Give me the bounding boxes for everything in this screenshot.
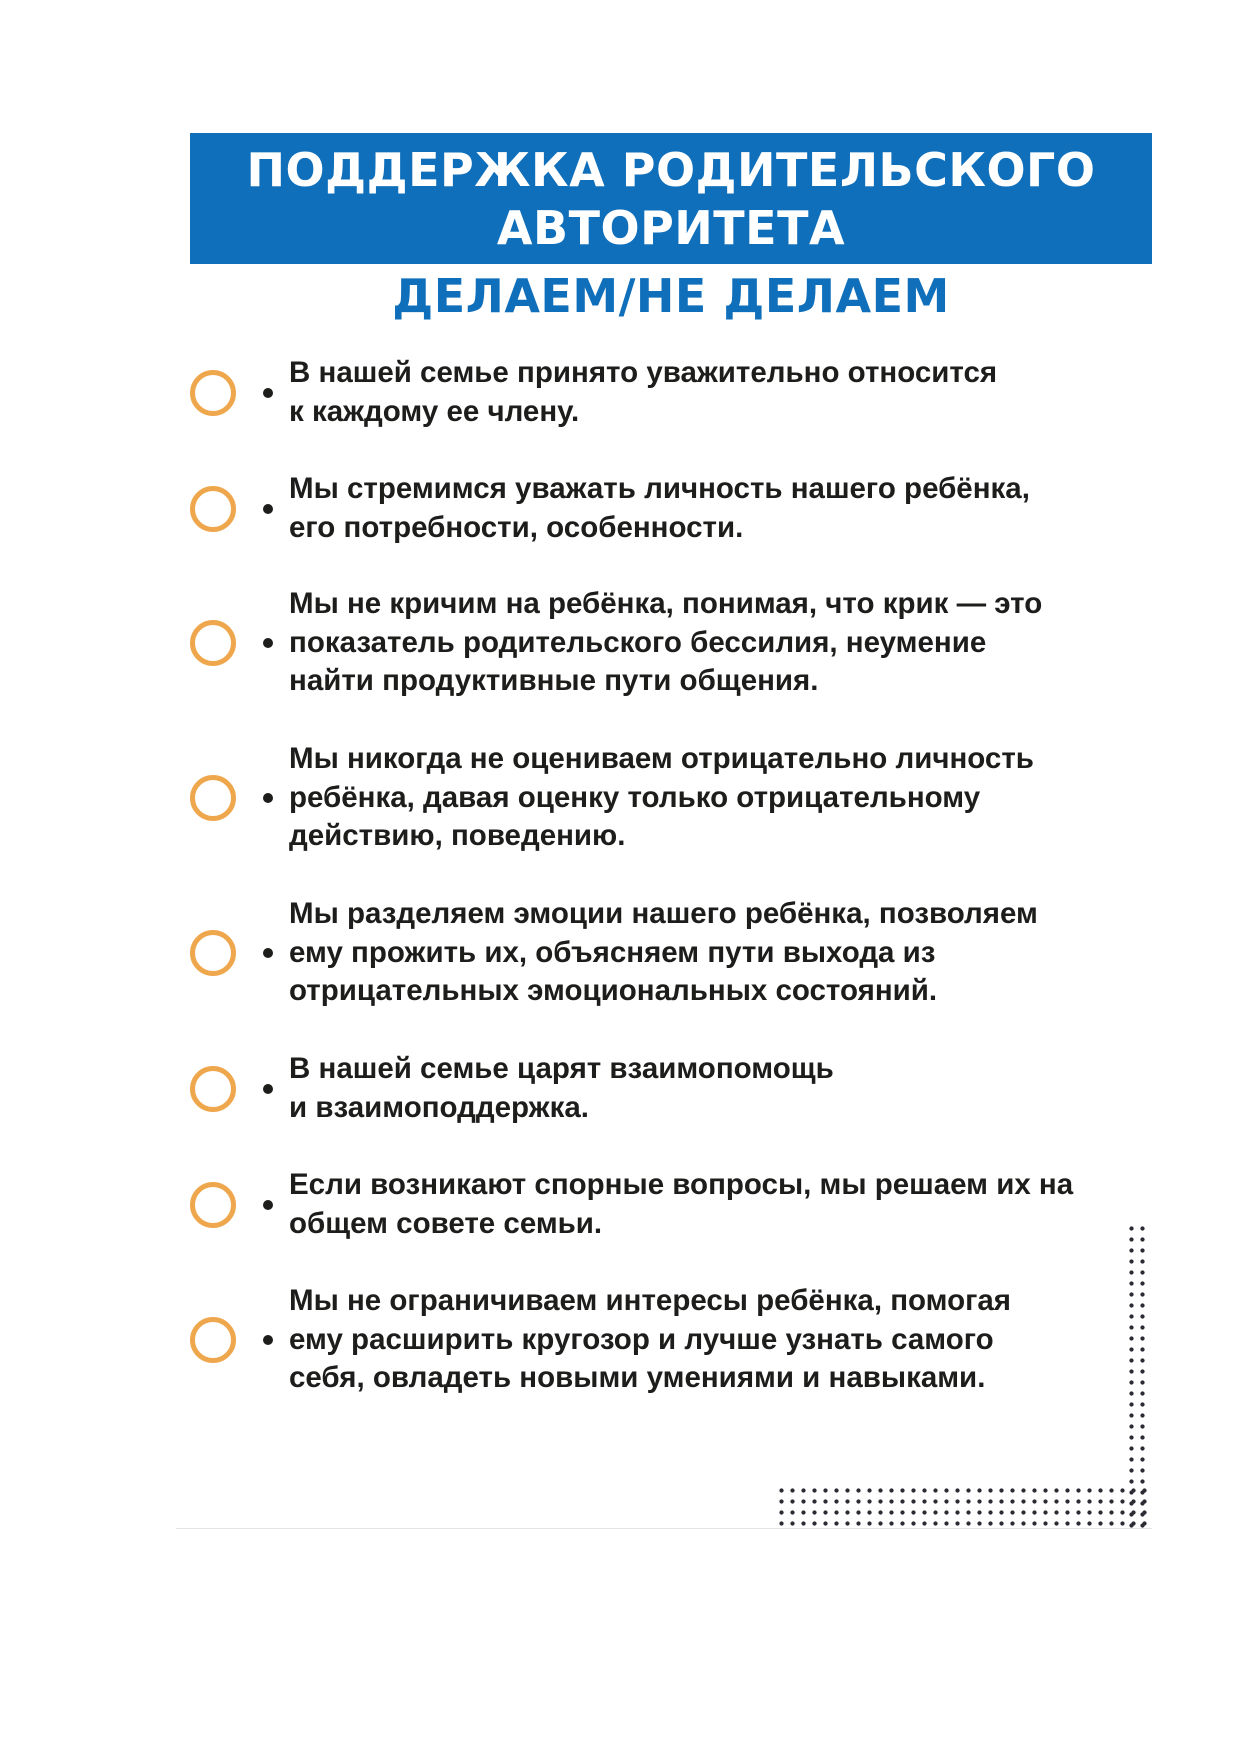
page-title: ПОДДЕРЖКА РОДИТЕЛЬСКОГО АВТОРИТЕТА [246,142,1096,255]
checkbox-circle-icon [190,486,236,532]
bullet-dot-icon [263,388,273,398]
checkbox-circle-icon [190,370,236,416]
rule-text: Мы не кричим на ребёнка, понимая, что крик — это показатель родительского бессилия, неумение найти продуктивные пути общения. [289,587,1043,697]
checkbox-circle-icon [190,1182,236,1228]
bullet-dot-icon [263,793,273,803]
checkbox-circle-icon [190,1066,236,1112]
rule-item [190,895,1150,1011]
bullet-dot-icon [263,1084,273,1094]
decorative-dot-pattern-vertical [1126,1223,1150,1529]
checkbox-circle-icon [190,620,236,666]
rule-item [190,1050,1150,1127]
bullet-dot-icon [263,1335,273,1345]
rule-text: В нашей семье принято уважительно относится к каждому ее члену. [289,356,998,428]
header-band [190,133,1152,264]
divider [176,1528,1152,1529]
checkbox-circle-icon [190,775,236,821]
rule-item [190,354,1150,431]
checkbox-circle-icon [190,1317,236,1363]
decorative-dot-pattern-horizontal [776,1485,1151,1529]
rule-text: В нашей семье царят взаимопомощь и взаимоподдержка. [289,1052,834,1124]
bullet-dot-icon [263,504,273,514]
rule-text: Мы никогда не оцениваем отрицательно личность ребёнка, давая оценку только отрицательному действию, поведению. [289,742,1034,852]
rule-item [190,740,1150,856]
bullet-dot-icon [263,1200,273,1210]
bullet-dot-icon [263,948,273,958]
rule-text: Мы стремимся уважать личность нашего ребёнка, его потребности, особенности. [289,472,1030,544]
rule-text: Мы не ограничиваем интересы ребёнка, помогая ему расширить кругозор и лучше узнать самого себя, овладеть новыми умениями и навыками. [289,1284,1012,1394]
rule-item [190,585,1150,701]
rule-item [190,470,1150,547]
rule-item [190,1282,1150,1398]
checkbox-circle-icon [190,930,236,976]
page-subtitle: ДЕЛАЕМ/НЕ ДЕЛАЕМ [392,269,950,323]
rule-item [190,1166,1150,1243]
rule-text: Мы разделяем эмоции нашего ребёнка, позволяем ему прожить их, объясняем пути выхода из отрицательных эмоциональных состояний. [289,897,1038,1007]
rule-text: Если возникают спорные вопросы, мы решаем их на общем совете семьи. [289,1168,1074,1240]
bullet-dot-icon [263,638,273,648]
